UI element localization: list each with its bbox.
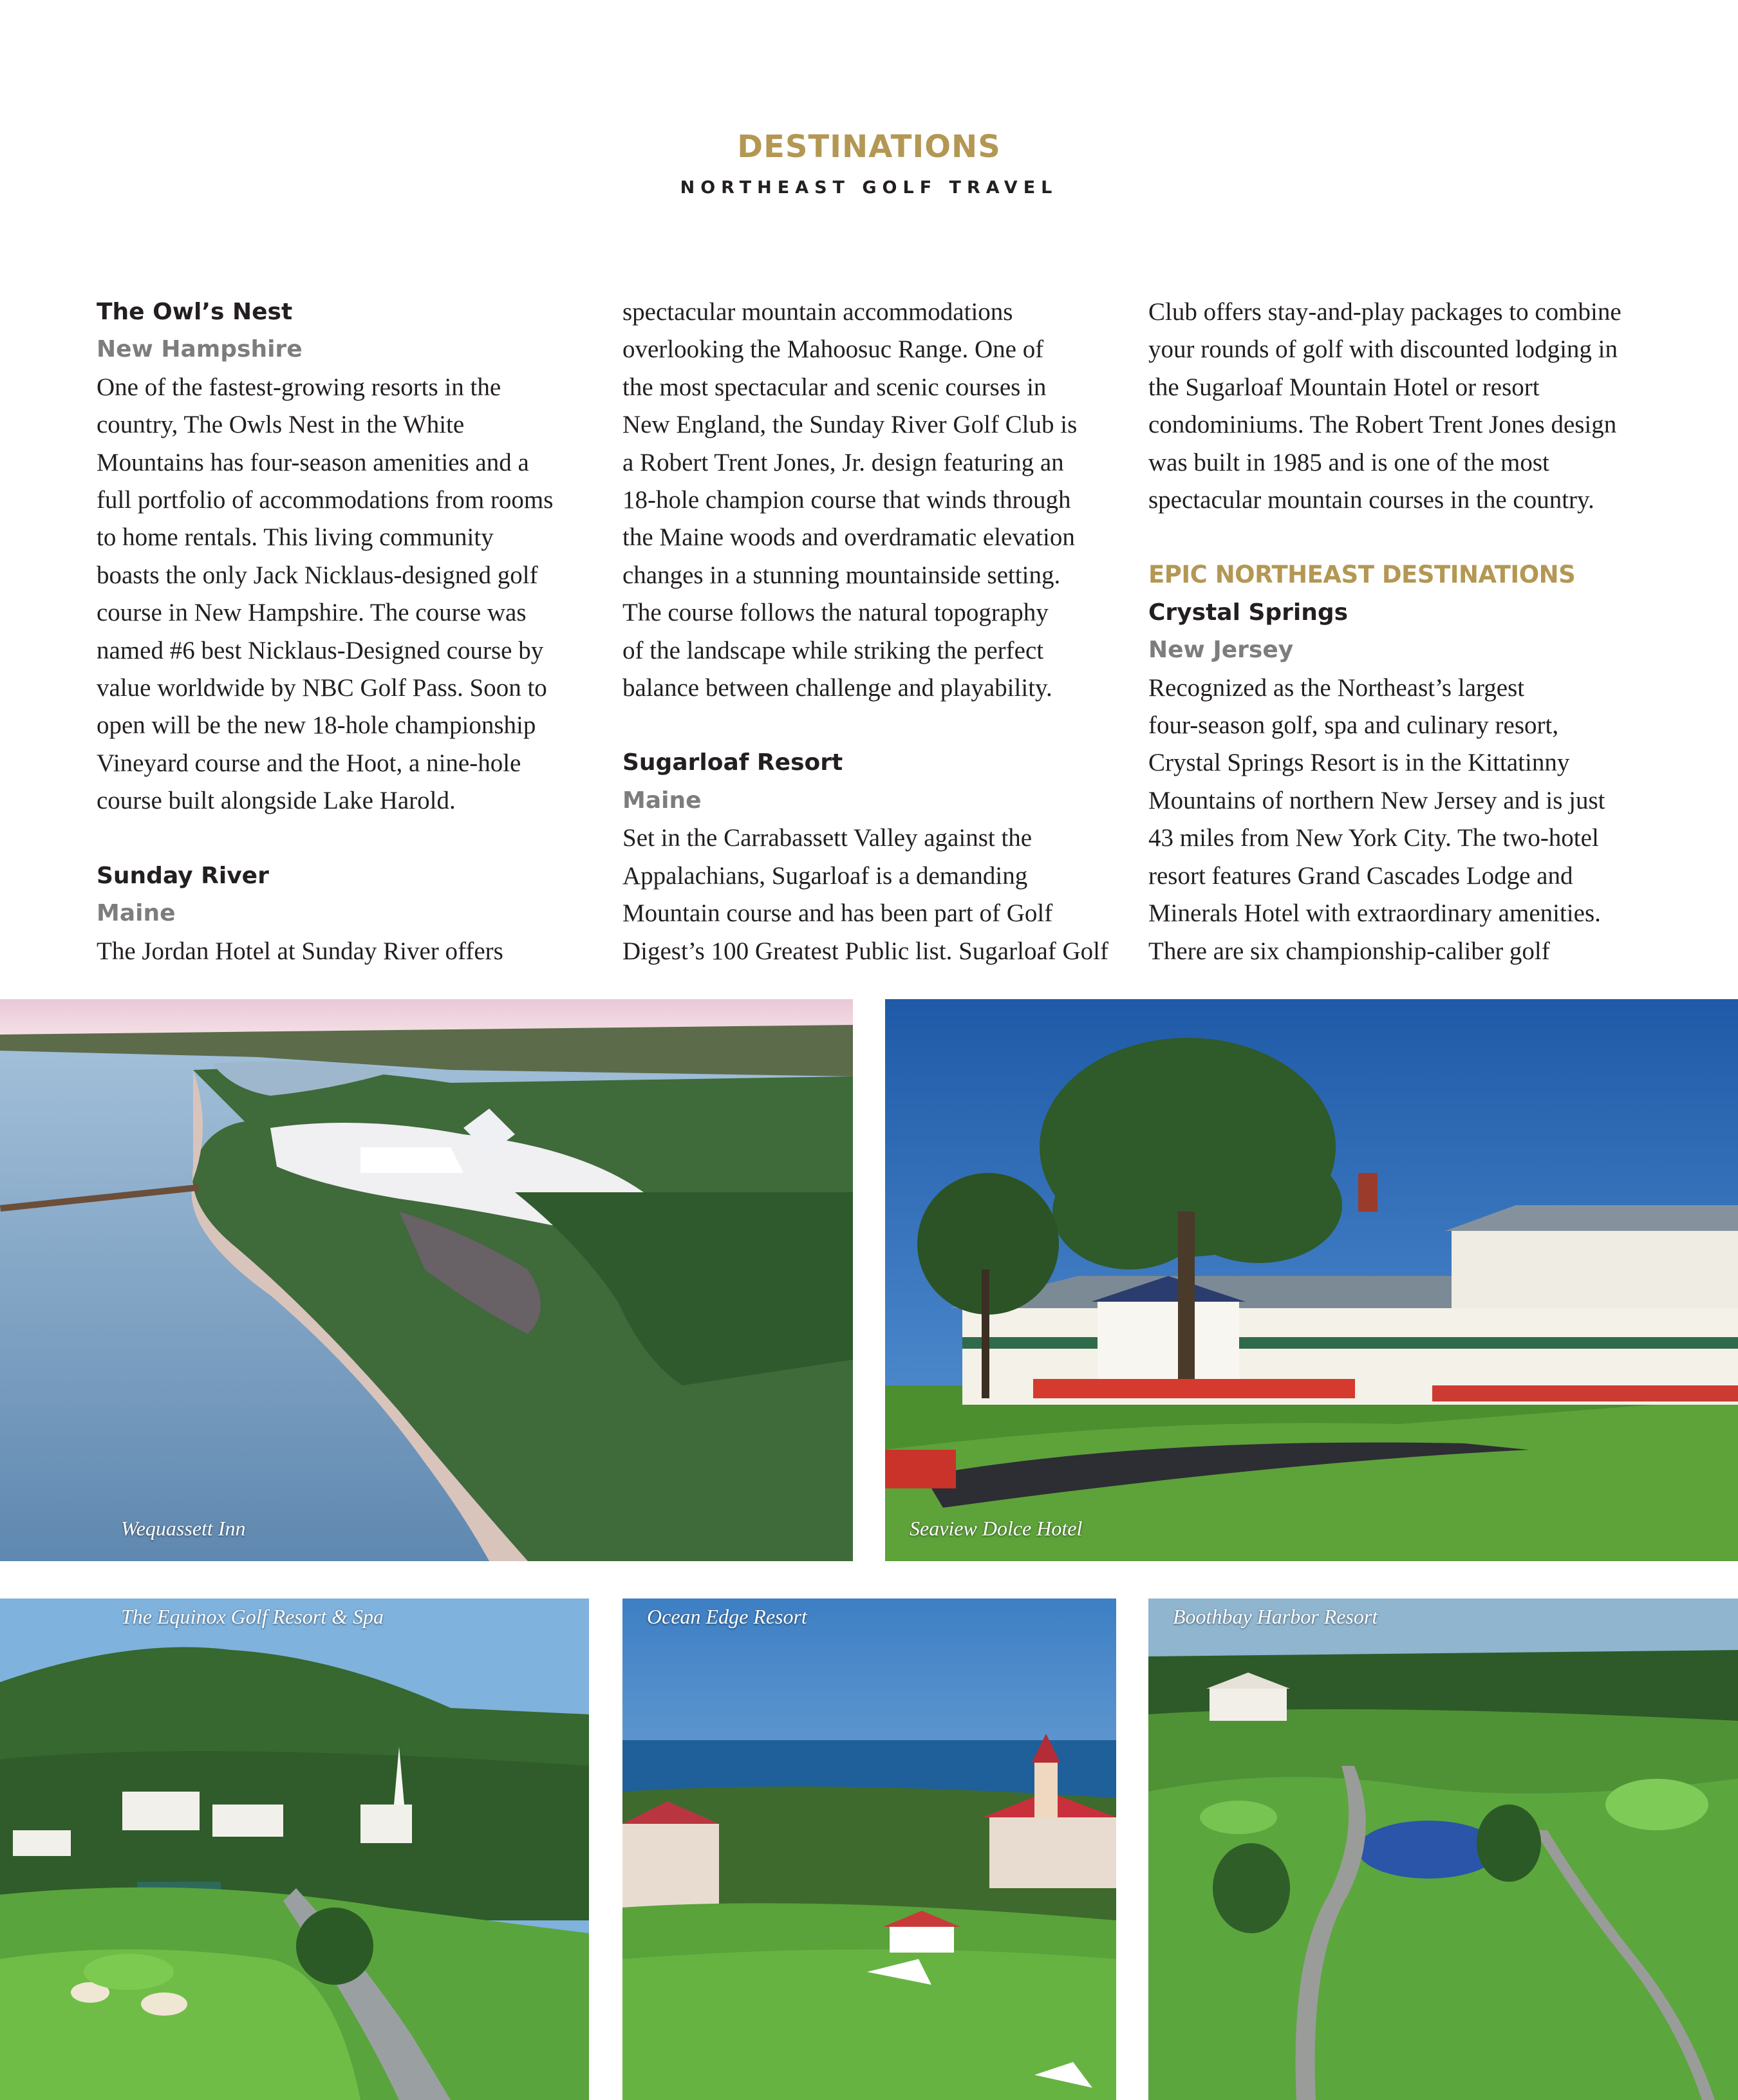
body-line: Appalachians, Sugarloaf is a demanding bbox=[622, 861, 1028, 890]
body-line: to home rentals. This living community bbox=[97, 523, 494, 552]
body-line: balance between challenge and playability. bbox=[622, 674, 1052, 702]
resort-name-sunday-river: Sunday River bbox=[97, 862, 269, 889]
body-line: There are six championship-caliber golf bbox=[1148, 937, 1550, 965]
photo-caption: Ocean Edge Resort bbox=[647, 1605, 807, 1628]
photo-caption: Seaview Dolce Hotel bbox=[910, 1517, 1083, 1540]
body-line: resort features Grand Cascades Lodge and bbox=[1148, 861, 1573, 890]
body-line: Crystal Springs Resort is in the Kittatinny bbox=[1148, 749, 1570, 777]
body-line: Minerals Hotel with extraordinary amenities. bbox=[1148, 899, 1601, 928]
body-line: spectacular mountain accommodations bbox=[622, 298, 1013, 326]
body-line: course built alongside Lake Harold. bbox=[97, 787, 456, 815]
body-line: Digest’s 100 Greatest Public list. Sugarloaf Golf bbox=[622, 937, 1108, 965]
body-line: The course follows the natural topography bbox=[622, 599, 1049, 627]
body-line: Set in the Carrabassett Valley against the bbox=[622, 824, 1033, 852]
body-line: four-season golf, spa and culinary resort, bbox=[1148, 711, 1559, 740]
body-line: named #6 best Nicklaus-Designed course by bbox=[97, 636, 544, 664]
photo-caption: Wequassett Inn bbox=[121, 1517, 246, 1540]
body-line: changes in a stunning mountainside setting. bbox=[622, 561, 1061, 589]
resort-state-owls-nest: New Hampshire bbox=[97, 336, 303, 363]
body-line: value worldwide by NBC Golf Pass. Soon to bbox=[97, 674, 547, 702]
section-subtitle: NORTHEAST GOLF TRAVEL bbox=[680, 178, 1058, 198]
photo-equinox-golf-resort bbox=[0, 1598, 589, 2100]
photo-caption: The Equinox Golf Resort & Spa bbox=[121, 1605, 384, 1628]
body-line: your rounds of golf with discounted lodging in bbox=[1148, 335, 1618, 364]
photo-seaview-dolce-hotel bbox=[885, 999, 1738, 1561]
body-line: condominiums. The Robert Trent Jones design bbox=[1148, 411, 1617, 439]
section-title: DESTINATIONS bbox=[737, 129, 1001, 165]
body-line: The Jordan Hotel at Sunday River offers bbox=[97, 937, 503, 965]
body-line: course in New Hampshire. The course was bbox=[97, 599, 527, 627]
body-line: boasts the only Jack Nicklaus-designed golf bbox=[97, 561, 538, 589]
resort-name-crystal-springs: Crystal Springs bbox=[1148, 599, 1349, 626]
body-line: Mountains has four-season amenities and a bbox=[97, 448, 529, 476]
body-line: Recognized as the Northeast’s largest bbox=[1148, 673, 1525, 702]
photo-wequassett-inn bbox=[0, 999, 853, 1561]
body-line: full portfolio of accommodations from rooms bbox=[97, 486, 554, 514]
body-line: Vineyard course and the Hoot, a nine-hole bbox=[97, 749, 521, 777]
body-line: the Sugarloaf Mountain Hotel or resort bbox=[1148, 373, 1540, 401]
body-line: overlooking the Mahoosuc Range. One of bbox=[622, 335, 1044, 364]
body-line: was built in 1985 and is one of the most bbox=[1148, 448, 1549, 476]
body-line: the Maine woods and overdramatic elevation bbox=[622, 523, 1075, 552]
resort-state-sunday-river: Maine bbox=[97, 900, 176, 927]
body-line: Club offers stay-and-play packages to combine bbox=[1148, 298, 1621, 326]
body-line: country, The Owls Nest in the White bbox=[97, 411, 465, 439]
text-column-2 bbox=[622, 294, 1137, 970]
epic-heading: EPIC NORTHEAST DESTINATIONS bbox=[1148, 561, 1576, 589]
body-line: a Robert Trent Jones, Jr. design featuring an bbox=[622, 448, 1064, 476]
body-line: 43 miles from New York City. The two-hotel bbox=[1148, 824, 1599, 852]
photo-caption: Boothbay Harbor Resort bbox=[1173, 1605, 1378, 1628]
body-line: 18-hole champion course that winds through bbox=[622, 486, 1071, 514]
resort-state-sugarloaf: Maine bbox=[622, 787, 702, 814]
body-line: Mountains of northern New Jersey and is just bbox=[1148, 786, 1605, 814]
text-column-3 bbox=[1148, 294, 1663, 970]
resort-name-owls-nest: The Owl’s Nest bbox=[97, 299, 293, 325]
body-line: spectacular mountain courses in the country. bbox=[1148, 486, 1594, 514]
photo-boothbay-harbor-resort bbox=[1148, 1598, 1738, 2100]
resort-state-crystal-springs: New Jersey bbox=[1148, 637, 1294, 664]
body-line: of the landscape while striking the perfect bbox=[622, 636, 1044, 664]
text-column-1 bbox=[97, 294, 612, 970]
body-line: Mountain course and has been part of Golf bbox=[622, 899, 1053, 928]
photo-ocean-edge-resort bbox=[622, 1598, 1116, 2100]
body-line: New England, the Sunday River Golf Club is bbox=[622, 411, 1078, 439]
body-line: the most spectacular and scenic courses in bbox=[622, 373, 1047, 401]
resort-name-sugarloaf: Sugarloaf Resort bbox=[622, 749, 843, 776]
body-line: open will be the new 18-hole championship bbox=[97, 711, 536, 740]
body-line: One of the fastest-growing resorts in the bbox=[97, 373, 501, 401]
